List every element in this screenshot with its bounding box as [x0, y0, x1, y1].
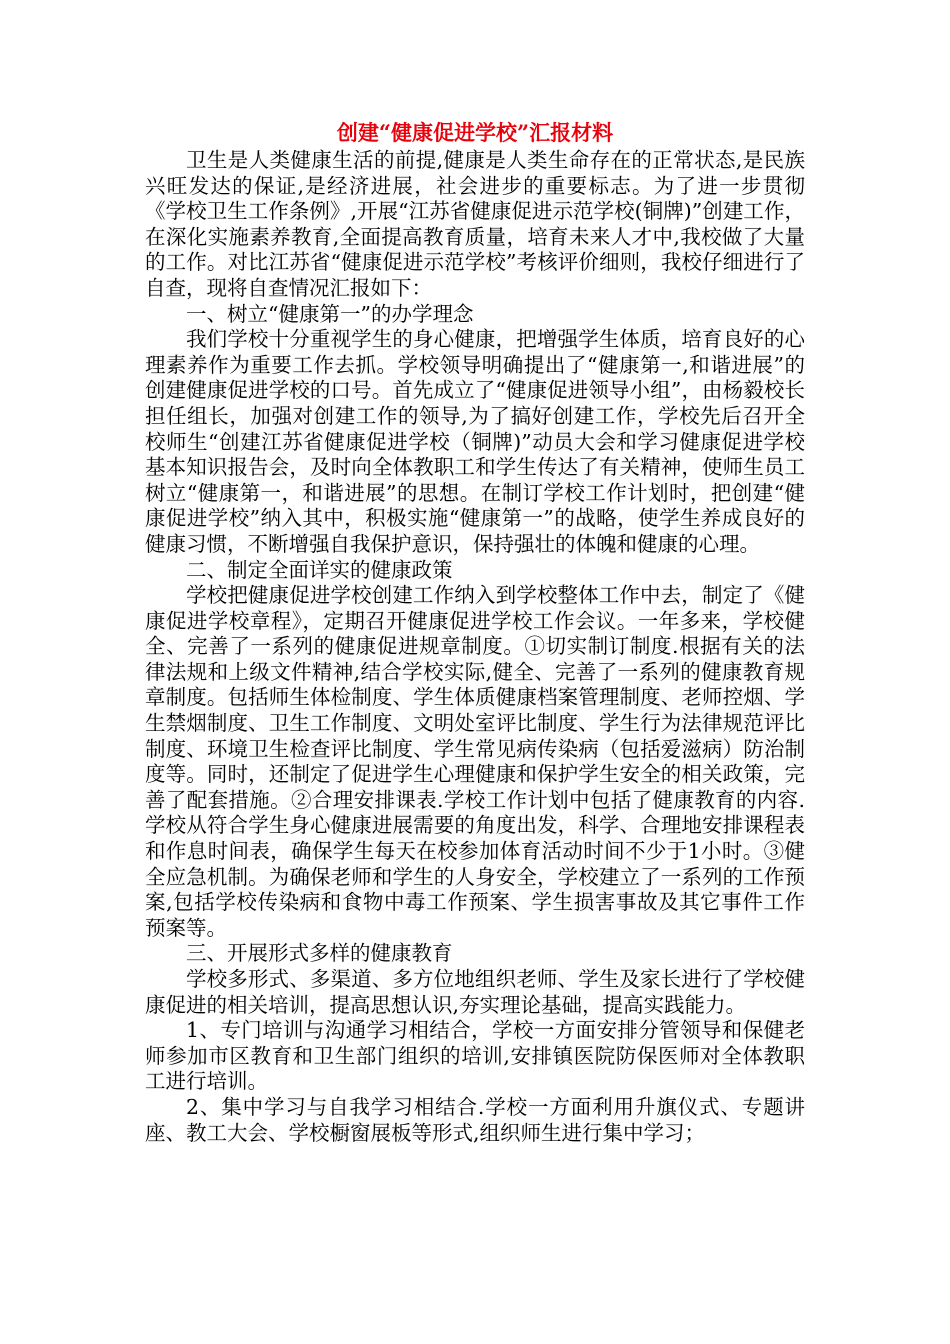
- document-page: [145, 118, 805, 1146]
- section-heading-2: 二、制定全面详实的健康政策: [186, 557, 453, 582]
- section-3-paragraph: 学校多形式、多渠道、多方位地组织老师、学生及家长进行了学校健康促进的相关培训，提高思想认识,夯实理论基础，提高实践能力。: [145, 967, 805, 1017]
- section-2-paragraph: 学校把健康促进学校创建工作纳入到学校整体工作中去，制定了《健康促进学校章程》，定期召开健康促进学校工作会议。一年多来，学校健全、完善了一系列的健康促进规章制度。①切实制订制度.根据有关的法律法规和上级文件精神,结合学校实际,健全、完善了一系列的健康教育规章制度。包括师生体检制度、学生体质健康档案管理制度、老师控烟、学生禁烟制度、卫生工作制度、文明处室评比制度、学生行为法律规范评比制度、环境卫生检查评比制度、学生常见病传染病（包括爱滋病）防治制度等。同时，还制定了促进学生心理健康和保护学生安全的相关政策，完善了配套措施。②合理安排课表.学校工作计划中包括了健康教育的内容.学校从符合学生身心健康进展需要的角度出发，科学、合理地安排课程表和作息时间表，确保学生每天在校参加体育活动时间不少于1小时。③健全应急机制。为确保老师和学生的人身安全，学校建立了一系列的工作预案,包括学校传染病和食物中毒工作预案、学生损害事故及其它事件工作预案等。: [145, 583, 805, 940]
- section-heading-1: 一、树立“健康第一”的办学理念: [186, 301, 474, 326]
- section-1-paragraph: 我们学校十分重视学生的身心健康，把增强学生体质，培育良好的心理素养作为重要工作去抓。学校领导明确提出了“健康第一,和谐进展”的创建健康促进学校的口号。首先成立了“健康促进领导小组”，由杨毅校长担任组长，加强对创建工作的领导,为了搞好创建工作，学校先后召开全校师生“创建江苏省健康促进学校（铜牌)”动员大会和学习健康促进学校基本知识报告会，及时向全体教职工和学生传达了有关精神，使师生员工树立“健康第一，和谐进展”的思想。在制订学校工作计划时，把创建“健康促进学校”纳入其中，积极实施“健康第一”的战略，使学生养成良好的健康习惯，不断增强自我保护意识，保持强壮的体魄和健康的心理。: [145, 327, 805, 556]
- section-heading-3: 三、开展形式多样的健康教育: [186, 941, 453, 966]
- section-3-item-2: 2、集中学习与自我学习相结合.学校一方面利用升旗仪式、专题讲座、教工大会、学校橱窗展板等形式,组织师生进行集中学习；: [145, 1094, 805, 1145]
- intro-paragraph: 卫生是人类健康生活的前提,健康是人类生命存在的正常状态,是民族兴旺发达的保证,是经济进展，社会进步的重要标志。为了进一步贯彻《学校卫生工作条例》,开展“江苏省健康促进示范学校(铜牌)”创建工作，在深化实施素养教育,全面提高教育质量，培育未来人才中,我校做了大量的工作。对比江苏省“健康促进示范学校”考核评价细则，我校仔细进行了自查，现将自查情况汇报如下：: [145, 148, 805, 300]
- section-3-item-1: 1、专门培训与沟通学习相结合，学校一方面安排分管领导和保健老师参加市区教育和卫生部门组织的培训,安排镇医院防保医师对全体教职工进行培训。: [145, 1018, 805, 1094]
- document-title: 创建“健康促进学校”汇报材料: [336, 120, 614, 145]
